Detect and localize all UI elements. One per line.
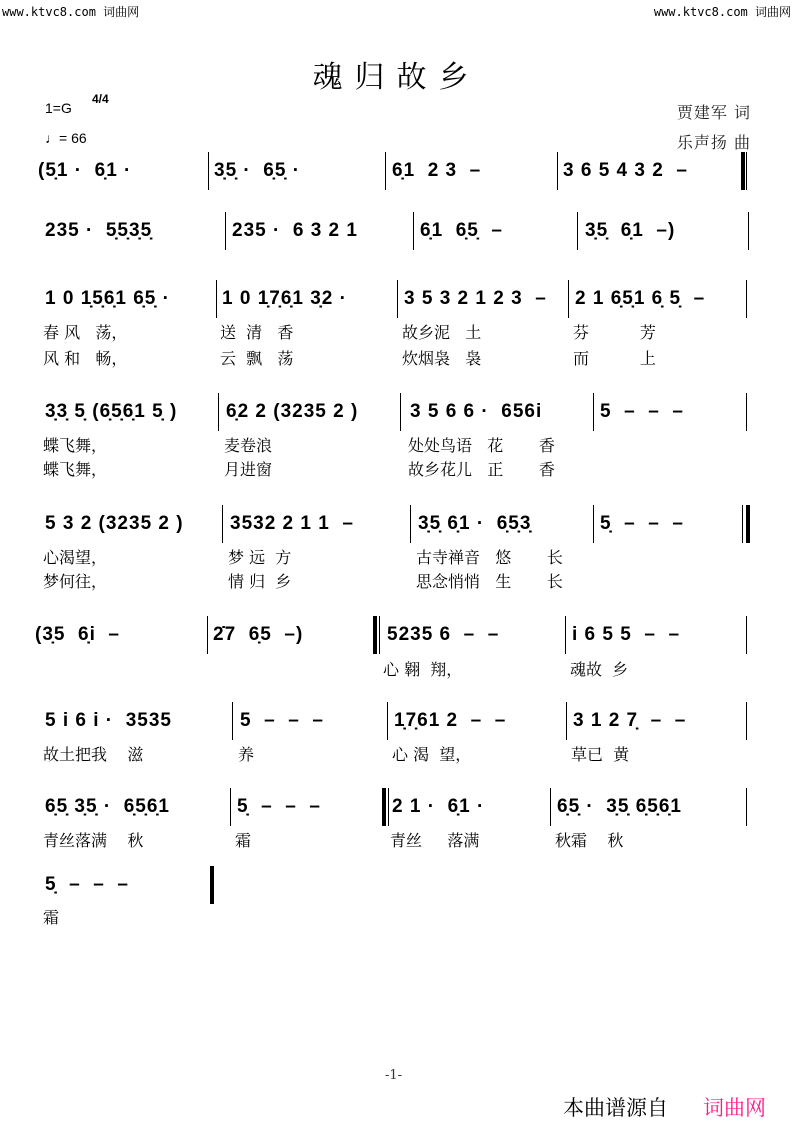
tempo-marking: ♩= 66 <box>45 130 87 146</box>
lyric-line: 月进窗 <box>224 460 273 479</box>
measure-notes: 3 6 5 4 3 2 – <box>563 160 688 181</box>
lyric-line: 心 渴 望， <box>392 745 472 764</box>
watermark-left: www.ktvc8.com 词曲网 <box>2 5 140 19</box>
measure-notes: 5̣ – – – <box>45 874 129 895</box>
barline <box>413 212 414 250</box>
lyric-line: 魂故 乡 <box>570 660 629 679</box>
measure-notes: 3532 2 1 1 – <box>230 513 354 534</box>
measure-notes: 2̇7 6̣5 –) <box>213 624 304 645</box>
double-barline <box>746 505 750 543</box>
barline <box>208 152 209 190</box>
lyricist-credit: 贾建军 词 <box>676 103 751 122</box>
barline <box>388 788 389 826</box>
measure-notes: 5̣ – – – <box>237 796 321 817</box>
measure-notes: 1 0 1̣7̣6̣1 3̣2 · <box>222 288 347 309</box>
measure-notes: 6̣1 2 3 – <box>392 160 482 181</box>
barline <box>379 616 380 654</box>
measure-notes: 2 1 6̣5̣1 6̣ 5̣ – <box>575 288 706 309</box>
lyric-line: 霜 <box>43 908 60 927</box>
barline <box>746 393 747 431</box>
measure-notes: 3̣5̣ 6̣1 –) <box>585 220 676 241</box>
lyric-line: 梦 远 方 <box>228 548 292 567</box>
lyric-line: 秋霜 秋 <box>555 831 624 850</box>
lyric-line: 而 上 <box>573 349 656 368</box>
measure-notes: 3 5 6 6 · 656i <box>410 401 543 422</box>
measure-notes: 3̣5̣ 6̣1 · 6̣5̣3̣ <box>418 513 532 534</box>
barline <box>748 212 749 250</box>
barline <box>746 788 747 826</box>
barline <box>565 616 566 654</box>
lyric-line: 心渴望， <box>43 548 108 567</box>
time-signature: 4/4 <box>92 92 109 106</box>
barline <box>746 702 747 740</box>
barline <box>742 505 743 543</box>
barline <box>557 152 558 190</box>
measure-notes: i 6 5 5 – – <box>572 624 681 645</box>
measure-notes: 6̣5̣ 3̣5̣ · 6̣5̣6̣1 <box>45 796 170 817</box>
source-site-link[interactable]: 词曲网 <box>703 1096 766 1120</box>
lyric-line: 处处鸟语 花 香 <box>408 436 555 455</box>
lyric-line: 草已 黄 <box>571 745 630 764</box>
barline <box>746 616 747 654</box>
barline <box>225 212 226 250</box>
barline <box>400 393 401 431</box>
barline <box>577 212 578 250</box>
key-signature: 1=G <box>45 100 72 116</box>
lyric-line: 云 飘 荡 <box>220 349 294 368</box>
barline <box>593 505 594 543</box>
measure-notes: 5 – – – <box>600 401 684 422</box>
lyric-line: 青丝 落满 <box>390 831 480 850</box>
lyric-line: 霜 <box>235 831 252 850</box>
lyric-line: 送 清 香 <box>220 323 294 342</box>
barline <box>410 505 411 543</box>
lyric-line: 炊烟袅 袅 <box>402 349 482 368</box>
lyric-line: 蝶飞舞， <box>43 460 108 479</box>
page-number: -1- <box>385 1068 403 1083</box>
source-label: 本曲谱源自 <box>563 1096 668 1120</box>
measure-notes: 3 5 3 2 1 2 3 – <box>404 288 547 309</box>
song-title: 魂归故乡 <box>312 60 481 95</box>
measure-notes: 2 1 · 6̣1 · <box>392 796 485 817</box>
lyric-line: 心 翱 翔， <box>383 660 463 679</box>
lyric-line: 蝶飞舞， <box>43 436 108 455</box>
lyric-line: 春 风 荡， <box>43 323 128 342</box>
barline <box>746 280 747 318</box>
lyric-line: 麦卷浪 <box>224 436 273 455</box>
measure-notes: 1 0 1̣5̣6̣1 6̣5̣ · <box>45 288 170 309</box>
barline <box>207 616 208 654</box>
barline <box>216 280 217 318</box>
lyric-line: 故乡泥 土 <box>402 323 482 342</box>
double-barline <box>741 152 745 190</box>
barline <box>230 788 231 826</box>
measure-notes: 235 · 6 3 2 1 <box>232 220 358 241</box>
lyric-line: 青丝落满 秋 <box>43 831 144 850</box>
measure-notes: 235 · 5̣5̣3̣5̣ <box>45 220 153 241</box>
measure-notes: 5 3 2 (3235 2 ) <box>45 513 184 534</box>
measure-notes: 6̣1 6̣5̣ – <box>420 220 503 241</box>
measure-notes: 5235 6 – – <box>387 624 500 645</box>
double-barline <box>210 866 214 904</box>
measure-notes: 6̣5̣ · 3̣5̣ 6̣5̣6̣1 <box>557 796 682 817</box>
measure-notes: 3̣5̣ · 6̣5̣ · <box>214 160 301 181</box>
lyric-line: 芬 芳 <box>573 323 656 342</box>
watermark-right: www.ktvc8.com 词曲网 <box>653 5 791 19</box>
barline <box>593 393 594 431</box>
barline <box>232 702 233 740</box>
measure-notes: 1̣7̣61 2 – – <box>394 710 507 731</box>
lyric-line: 思念悄悄 生 长 <box>416 572 563 591</box>
barline <box>222 505 223 543</box>
measure-notes: 3 1 2 7̣ – – <box>573 710 687 731</box>
measure-notes: 5̣ – – – <box>600 513 684 534</box>
measure-notes: 5 – – – <box>240 710 324 731</box>
lyric-line: 养 <box>238 745 255 764</box>
lyric-line: 故乡花儿 正 香 <box>408 460 555 479</box>
lyric-line: 故土把我 滋 <box>43 745 144 764</box>
lyric-line: 古寺禅音 悠 长 <box>416 548 563 567</box>
lyric-line: 情 归 乡 <box>228 572 292 591</box>
barline <box>218 393 219 431</box>
barline <box>387 702 388 740</box>
measure-notes: (3̣5 6̣i – <box>35 624 120 645</box>
double-barline <box>373 616 377 654</box>
composer-credit: 乐声扬 曲 <box>676 133 751 152</box>
barline <box>385 152 386 190</box>
measure-notes: 6̣2 2 (3235 2 ) <box>226 401 359 422</box>
lyric-line: 风 和 畅， <box>43 349 128 368</box>
barline <box>566 702 567 740</box>
measure-notes: (5̣1 · 6̣1 · <box>38 160 132 181</box>
double-barline <box>382 788 386 826</box>
barline <box>550 788 551 826</box>
lyric-line: 梦何往， <box>43 572 108 591</box>
measure-notes: 5 i 6 i · 3535 <box>45 710 172 731</box>
barline <box>746 152 747 190</box>
measure-notes: 3̣3̣ 5̣ (6̣5̣6̣1 5̣ ) <box>45 401 178 422</box>
barline <box>397 280 398 318</box>
barline <box>568 280 569 318</box>
